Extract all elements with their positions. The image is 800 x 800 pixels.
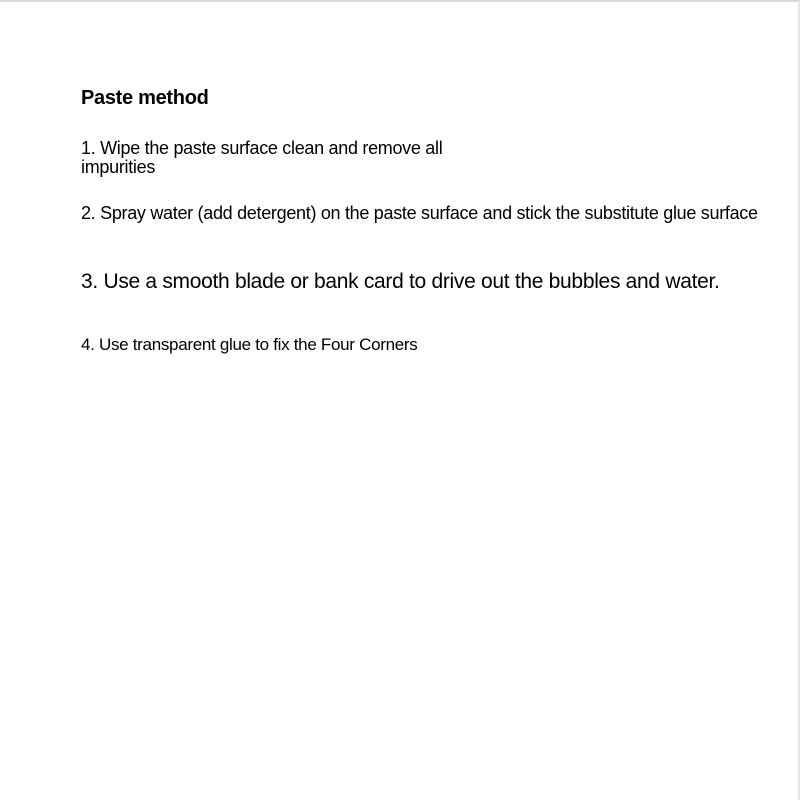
instructions-section: [81, 86, 796, 354]
page-title: Paste method: [81, 87, 209, 109]
step-2-text: 2. Spray water (add detergent) on the paste surface and stick the substitute glue surface: [81, 203, 758, 223]
step-3-text: 3. Use a smooth blade or bank card to drive out the bubbles and water.: [81, 270, 720, 293]
step-4-text: 4. Use transparent glue to fix the Four Corners: [81, 335, 418, 354]
step-1-text: 1. Wipe the paste surface clean and remove all impurities: [81, 138, 443, 177]
